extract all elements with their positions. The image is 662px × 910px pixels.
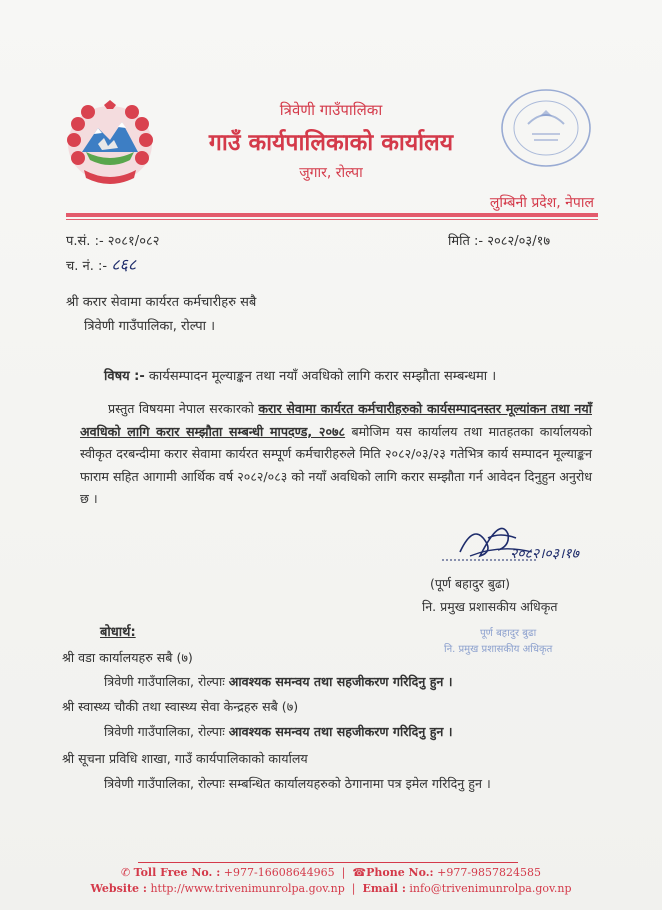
website-link[interactable]: http://www.trivenimunrolpa.gov.np (150, 882, 345, 895)
letter-date: मिति :- २०८२/०३/१७ (448, 234, 551, 249)
dispatch-number: ८६८ (111, 255, 137, 274)
recipient-line-1: श्री करार सेवामा कार्यरत कर्मचारीहरु सबै (66, 295, 257, 310)
body-text-pre: प्रस्तुत विषयमा नेपाल सरकारको (108, 401, 259, 416)
phone-number: +977-9857824585 (437, 866, 542, 879)
subject-label: विषय :- (104, 369, 145, 384)
province-name: लुम्बिनी प्रदेश, नेपाल (489, 195, 594, 211)
letterhead-rule-thin (66, 219, 598, 220)
dispatch-number-row (66, 253, 136, 275)
svg-text:नि. प्रमुख प्रशासकीय अधिकृत: नि. प्रमुख प्रशासकीय अधिकृत (444, 644, 553, 655)
body-paragraph (80, 398, 592, 511)
footer-web-row: Website : http://www.trivenimunrolpa.gov.np | Email : info@trivenimunrolpa.gov.np (90, 882, 572, 895)
signatory-name: (पूर्ण बहादुर बुढा) (430, 576, 511, 591)
cc-item-1-to: श्री वडा कार्यालयहरु सबै (७) (62, 650, 193, 665)
office-round-stamp-icon (498, 86, 594, 170)
body-text-underlined: करार सेवामा कार्यरत कर्मचारीहरुको कार्यसम्पादनस्तर मूल्यांकन तथा नयाँ अवधिको लागि करार सम्झौता सम्बन्धी मापदण्ड, २०७८ (80, 401, 592, 439)
email-link[interactable]: info@trivenimunrolpa.gov.np (409, 882, 572, 895)
office-location: जुगार, रोल्पा (299, 165, 363, 181)
subject-line (104, 366, 496, 384)
dispatch-label: च. नं. :- (66, 259, 108, 274)
municipality-name: त्रिवेणी गाउँपालिका (279, 101, 383, 119)
cc-item-2-detail: त्रिवेणी गाउँपालिका, रोल्पाः आवश्यक समन्वय तथा सहजीकरण गरिदिनु हुन । (104, 724, 453, 739)
recipient-line-2: त्रिवेणी गाउँपालिका, रोल्पा । (84, 319, 216, 334)
tollfree-number: +977-16608644965 (223, 866, 335, 879)
signed-date: २०८२।०३।१७ (510, 546, 579, 562)
cc-item-2-to: श्री स्वास्थ्य चौकी तथा स्वास्थ्य सेवा केन्द्रहरु सबै (७) (62, 699, 299, 714)
body-text-post: बमोजिम यस कार्यालय तथा मातहतका कार्यालयको स्वीकृत दरबन्दीमा करार सेवामा कार्यरत सम्पूर्ण कर्मचारीहरुले मिति २०८२/०३/२३ गतेभित्र कार्य सम्पादन मूल्याङ्कन फाराम सहित आगामी आर्थिक वर्ष २०८२/०८३ को नयाँ अवधिको लागि करार सम्झौता गर्न आवेदन दिनुहुन अनुरोध छ । (80, 423, 592, 506)
svg-text:पूर्ण बहादुर बुढा: पूर्ण बहादुर बुढा (480, 628, 537, 639)
letter-number: प.सं. :- २०८१/०८२ (66, 234, 160, 249)
signatory-title: नि. प्रमुख प्रशासकीय अधिकृत (422, 599, 558, 614)
signatory-stamp (440, 622, 590, 658)
cc-item-3-to: श्री सूचना प्रविधि शाखा, गाउँ कार्यपालिकाको कार्यालय (62, 751, 308, 766)
handwritten-signature (440, 512, 590, 568)
office-name: गाउँ कार्यपालिकाको कार्यालय (208, 130, 454, 156)
footer-rule (138, 862, 518, 863)
cc-item-3-detail: त्रिवेणी गाउँपालिका, रोल्पाः सम्बन्धित कार्यालयहरुको ठेगानामा पत्र इमेल गरिदिनु हुन । (104, 776, 491, 791)
cc-item-1-detail: त्रिवेणी गाउँपालिका, रोल्पाः आवश्यक समन्वय तथा सहजीकरण गरिदिनु हुन । (104, 674, 453, 689)
telephone-icon: ☎ (352, 866, 367, 879)
cc-heading: बोधार्थ: (100, 625, 136, 640)
subject-text: कार्यसम्पादन मूल्याङ्कन तथा नयाँ अवधिको लागि करार सम्झौता सम्बन्धमा । (148, 369, 497, 384)
footer-phone-row: ✆ Toll Free No. : +977-16608644965 | ☎Phone No.: +977-9857824585 (120, 866, 542, 879)
phone-icon: ✆ (120, 866, 131, 879)
letterhead-rule (66, 213, 598, 217)
